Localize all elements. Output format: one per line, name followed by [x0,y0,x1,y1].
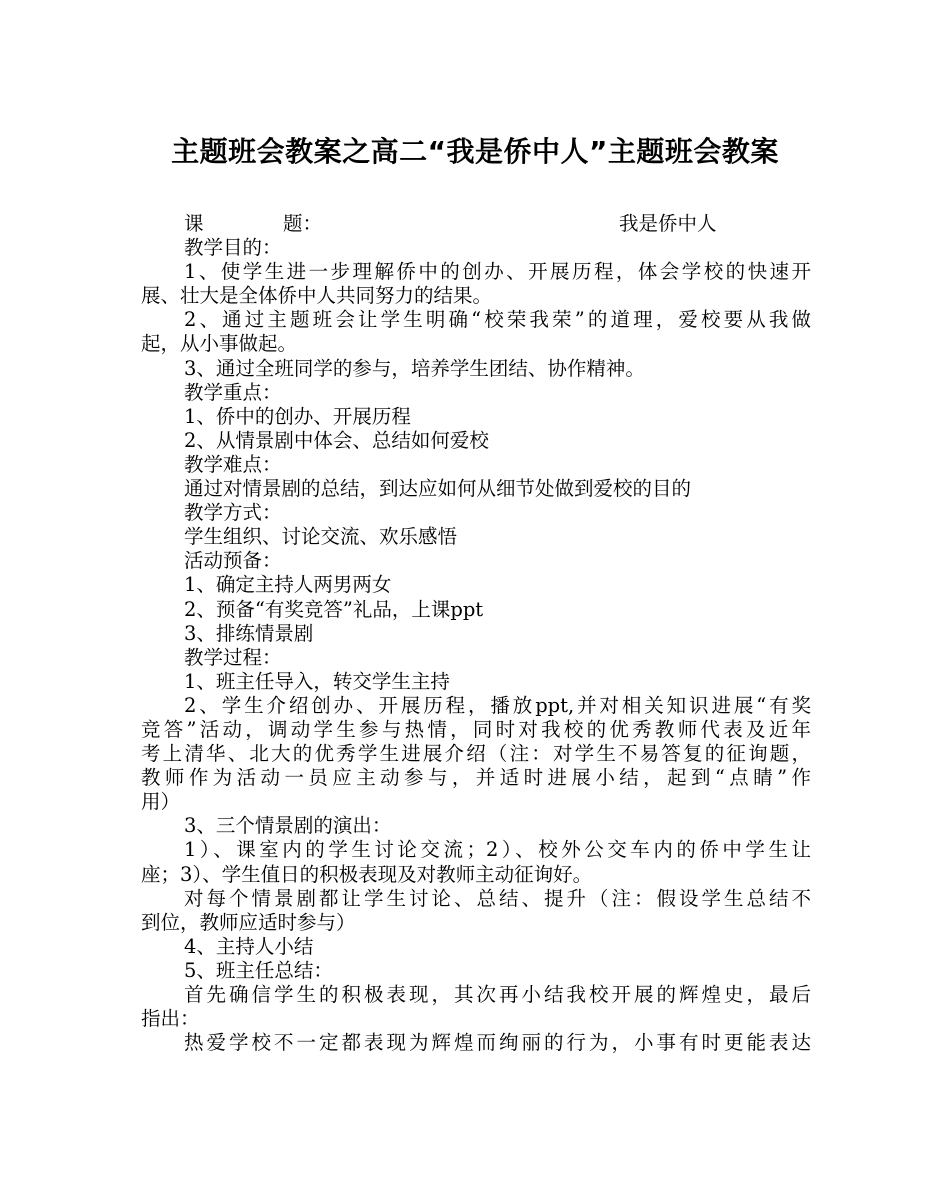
body-line: 考上清华、北大的优秀学生进展介绍（注：对学生不易答复的征询题， [141,742,811,766]
document-body [141,212,811,1055]
body-line: 教学过程： [184,645,282,669]
body-line: 教学目的： [184,236,282,260]
body-line: 起，从小事做起。 [141,332,298,356]
subject-line [141,212,811,236]
body-line: 到位，教师应适时参与） [141,910,356,934]
body-line: 教学方式： [184,501,282,525]
body-line: 1、班主任导入，转交学生主持 [184,669,450,693]
body-line: 首先确信学生的积极表现，其次再小结我校开展的辉煌史，最后 [184,983,811,1006]
body-line: 3、三个情景剧的演出： [184,814,392,838]
body-line: 1、使学生进一步理解侨中的创办、开展历程，体会学校的快速开 [184,260,811,284]
body-line: 热爱学校不一定都表现为辉煌而绚丽的行为，小事有时更能表达 [184,1031,811,1055]
body-lines [141,236,811,1055]
body-line: 1、侨中的创办、开展历程 [184,404,411,428]
body-line: 活动预备： [184,549,282,573]
subject-label-part2: 题： [283,212,323,235]
subject-value: 我是侨中人 [619,212,717,235]
body-line: 2、通过主题班会让学生明确“校荣我荣”的道理，爱校要从我做 [184,308,811,332]
body-line: 1、确定主持人两男两女 [184,573,392,597]
body-line: 教学重点： [184,380,282,404]
body-line: 2、预备“有奖竞答”礼品，上课ppt [184,597,484,621]
body-line: 竞答”活动，调动学生参与热情，同时对我校的优秀教师代表及近年 [141,717,811,741]
body-line: 教学难点： [184,452,282,476]
body-line: 4、主持人小结 [184,934,314,958]
body-line: 对每个情景剧都让学生讨论、总结、提升（注：假设学生总结不 [184,886,811,910]
document-title: 主题班会教案之高二“我是侨中人”主题班会教案 [171,135,779,168]
body-line: 2、从情景剧中体会、总结如何爱校 [184,428,489,452]
body-line: 学生组织、讨论交流、欢乐感悟 [184,525,458,549]
body-line: 2、学生介绍创办、开展历程，播放ppt,并对相关知识进展“有奖 [184,693,811,717]
body-line: 1）、课室内的学生讨论交流；2）、校外公交车内的侨中学生让 [184,838,811,862]
body-line: 3、排练情景剧 [184,621,314,645]
body-line: 教师作为活动一员应主动参与，并适时进展小结，起到“点睛”作 [141,766,811,790]
body-line: 3、通过全班同学的参与，培养学生团结、协作精神。 [184,356,645,380]
body-line: 展、壮大是全体侨中人共同努力的结果。 [141,284,493,308]
body-line: 座；3）、学生值日的积极表现及对教师主动征询好。 [141,862,593,886]
body-line: 指出： [141,1007,200,1031]
body-line: 用） [141,790,181,814]
body-line: 5、班主任总结： [184,958,333,982]
body-line: 通过对情景剧的总结，到达应如何从细节处做到爱校的目的 [184,477,692,501]
subject-label-part1: 课 [184,212,204,235]
